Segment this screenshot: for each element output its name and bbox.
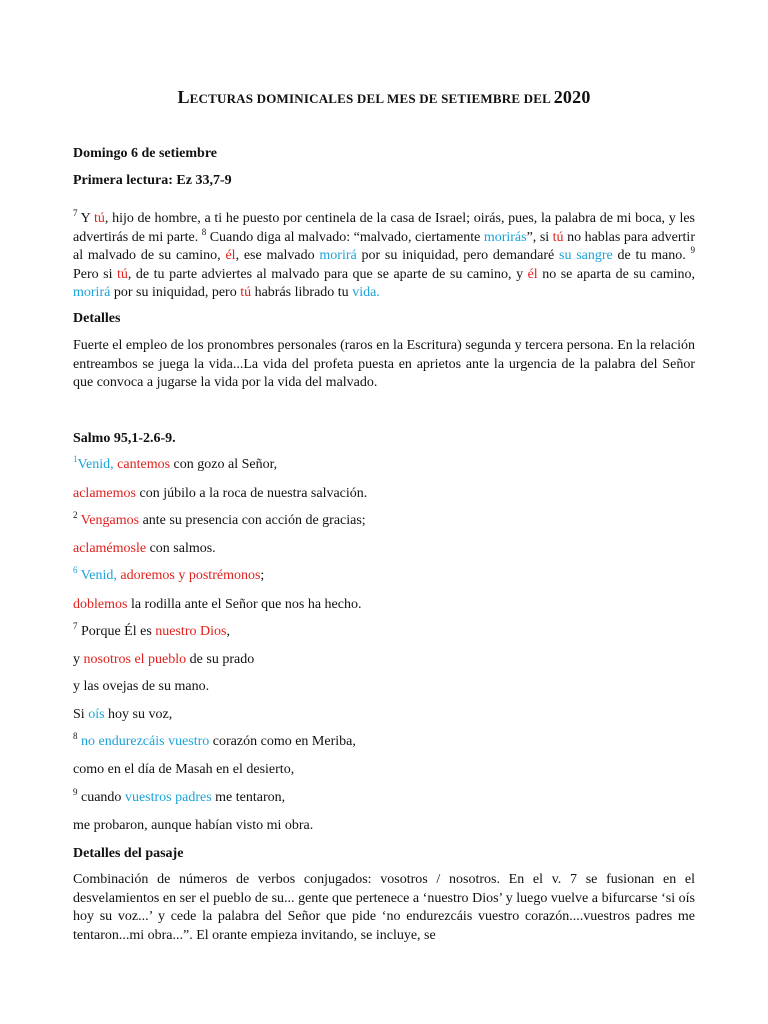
psalm-line: $^7$ Porque Él es nuestro Dios,: [73, 621, 230, 639]
verse-number: 9: [690, 245, 695, 255]
psalm-line: aclamémosle con salmos.: [73, 541, 216, 556]
psalm-line: $^2$ Vengamos ante su presencia con acción de gracias;: [73, 510, 366, 528]
psalm-heading: Salmo 95,1-2.6-9.: [73, 431, 176, 446]
highlight-blue: vida.: [352, 285, 380, 300]
first-reading-text: $^7$ Y tú, hijo de hombre, a ti he puesto por centinela de la casa de Israel; oirás, pues, la palabra de mi boca, y les advertirás de mi parte. $^8$ Cuando diga al malvado: “malvado, ciertamente morirás”, si tú no hablas para advertir al malvado de su camino, él, ese malvado morirá por su iniquidad, pero demandaré su sangre de tu mano. $^9$ Pero si tú, de tu parte adviertes al malvado para que se aparte de su camino, y él no se aparta de su camino, morirá por su iniquidad, pero tú habrás librado tu vida.: [73, 208, 696, 300]
verse-number: 1: [73, 454, 78, 464]
highlight-red: él: [225, 248, 236, 263]
psalm-line: me probaron, aunque habían visto mi obra.: [73, 818, 314, 833]
passage-details-text: Combinación de números de verbos conjugados: vosotros / nosotros. En el v. 7 se fusionan en el desvelamientos en ser el pueblo de su... gente que pertenece a ‘nuestro Dios’ y luego vuelve a bifurcarse ‘si oís hoy su voz...’ y cede la palabra del Señor que pide ‘no endurezcáis vuestro corazón....vuestros padres me tentaron...mi obra...”. El orante empieza invitando, se incluye, se: [73, 872, 695, 943]
psalm-line: aclamemos con júbilo a la roca de nuestra salvación.: [73, 486, 368, 501]
psalm-line: como en el día de Masah en el desierto,: [73, 762, 295, 777]
first-reading-heading: Primera lectura: Ez 33,7-9: [73, 173, 232, 188]
verse-number: 6: [73, 565, 78, 575]
psalm-line: y las ovejas de su mano.: [73, 679, 210, 694]
details-text: Fuerte el empleo de los pronombres personales (raros en la Escritura) segunda y tercera persona. En la relación entreambos se juega la vida...La vida del profeta puesta en aprietos ante la urgencia de la palabra del Señor que convoca a jugarse la vida por la vida del malvado.: [73, 338, 695, 390]
highlight-blue: su sangre: [559, 248, 613, 263]
psalm-line: doblemos la rodilla ante el Señor que nos ha hecho.: [73, 597, 362, 612]
highlight-red: él: [527, 266, 538, 282]
verse-number: 7: [73, 621, 78, 631]
psalm-line: Si oís hoy su voz,: [73, 707, 173, 722]
verse-number: 2: [73, 510, 78, 520]
verse-number: 9: [73, 787, 78, 797]
highlight-red: tú: [93, 211, 105, 226]
highlight-red: tú: [117, 266, 128, 282]
psalm-line: $^8$ no endurezcáis vuestro corazón como en Meriba,: [73, 731, 356, 749]
highlight-blue: morirás: [483, 229, 527, 245]
highlight-red: tú: [552, 229, 564, 245]
highlight-blue: morirá: [319, 248, 357, 263]
psalm-line: $^9$ cuando vuestros padres me tentaron,: [73, 787, 286, 805]
verse-number: 8: [73, 731, 78, 741]
details-heading: Detalles: [73, 311, 121, 326]
highlight-red: tú: [240, 285, 252, 300]
psalm-line: y nosotros el pueblo de su prado: [73, 652, 255, 667]
highlight-blue: morirá: [73, 285, 111, 300]
verse-number: 8: [201, 226, 207, 237]
sunday-heading: Domingo 6 de setiembre: [73, 146, 217, 161]
document-title: LECTURAS DOMINICALES DEL MES DE SETIEMBRE DEL 2020: [177, 87, 591, 107]
psalm-line: $^6$ Venid, adoremos y postrémonos;: [73, 565, 265, 583]
passage-details-heading: Detalles del pasaje: [73, 846, 184, 861]
psalm-line: $^1$Venid, cantemos con gozo al Señor,: [73, 454, 278, 472]
verse-number: 7: [73, 208, 78, 218]
